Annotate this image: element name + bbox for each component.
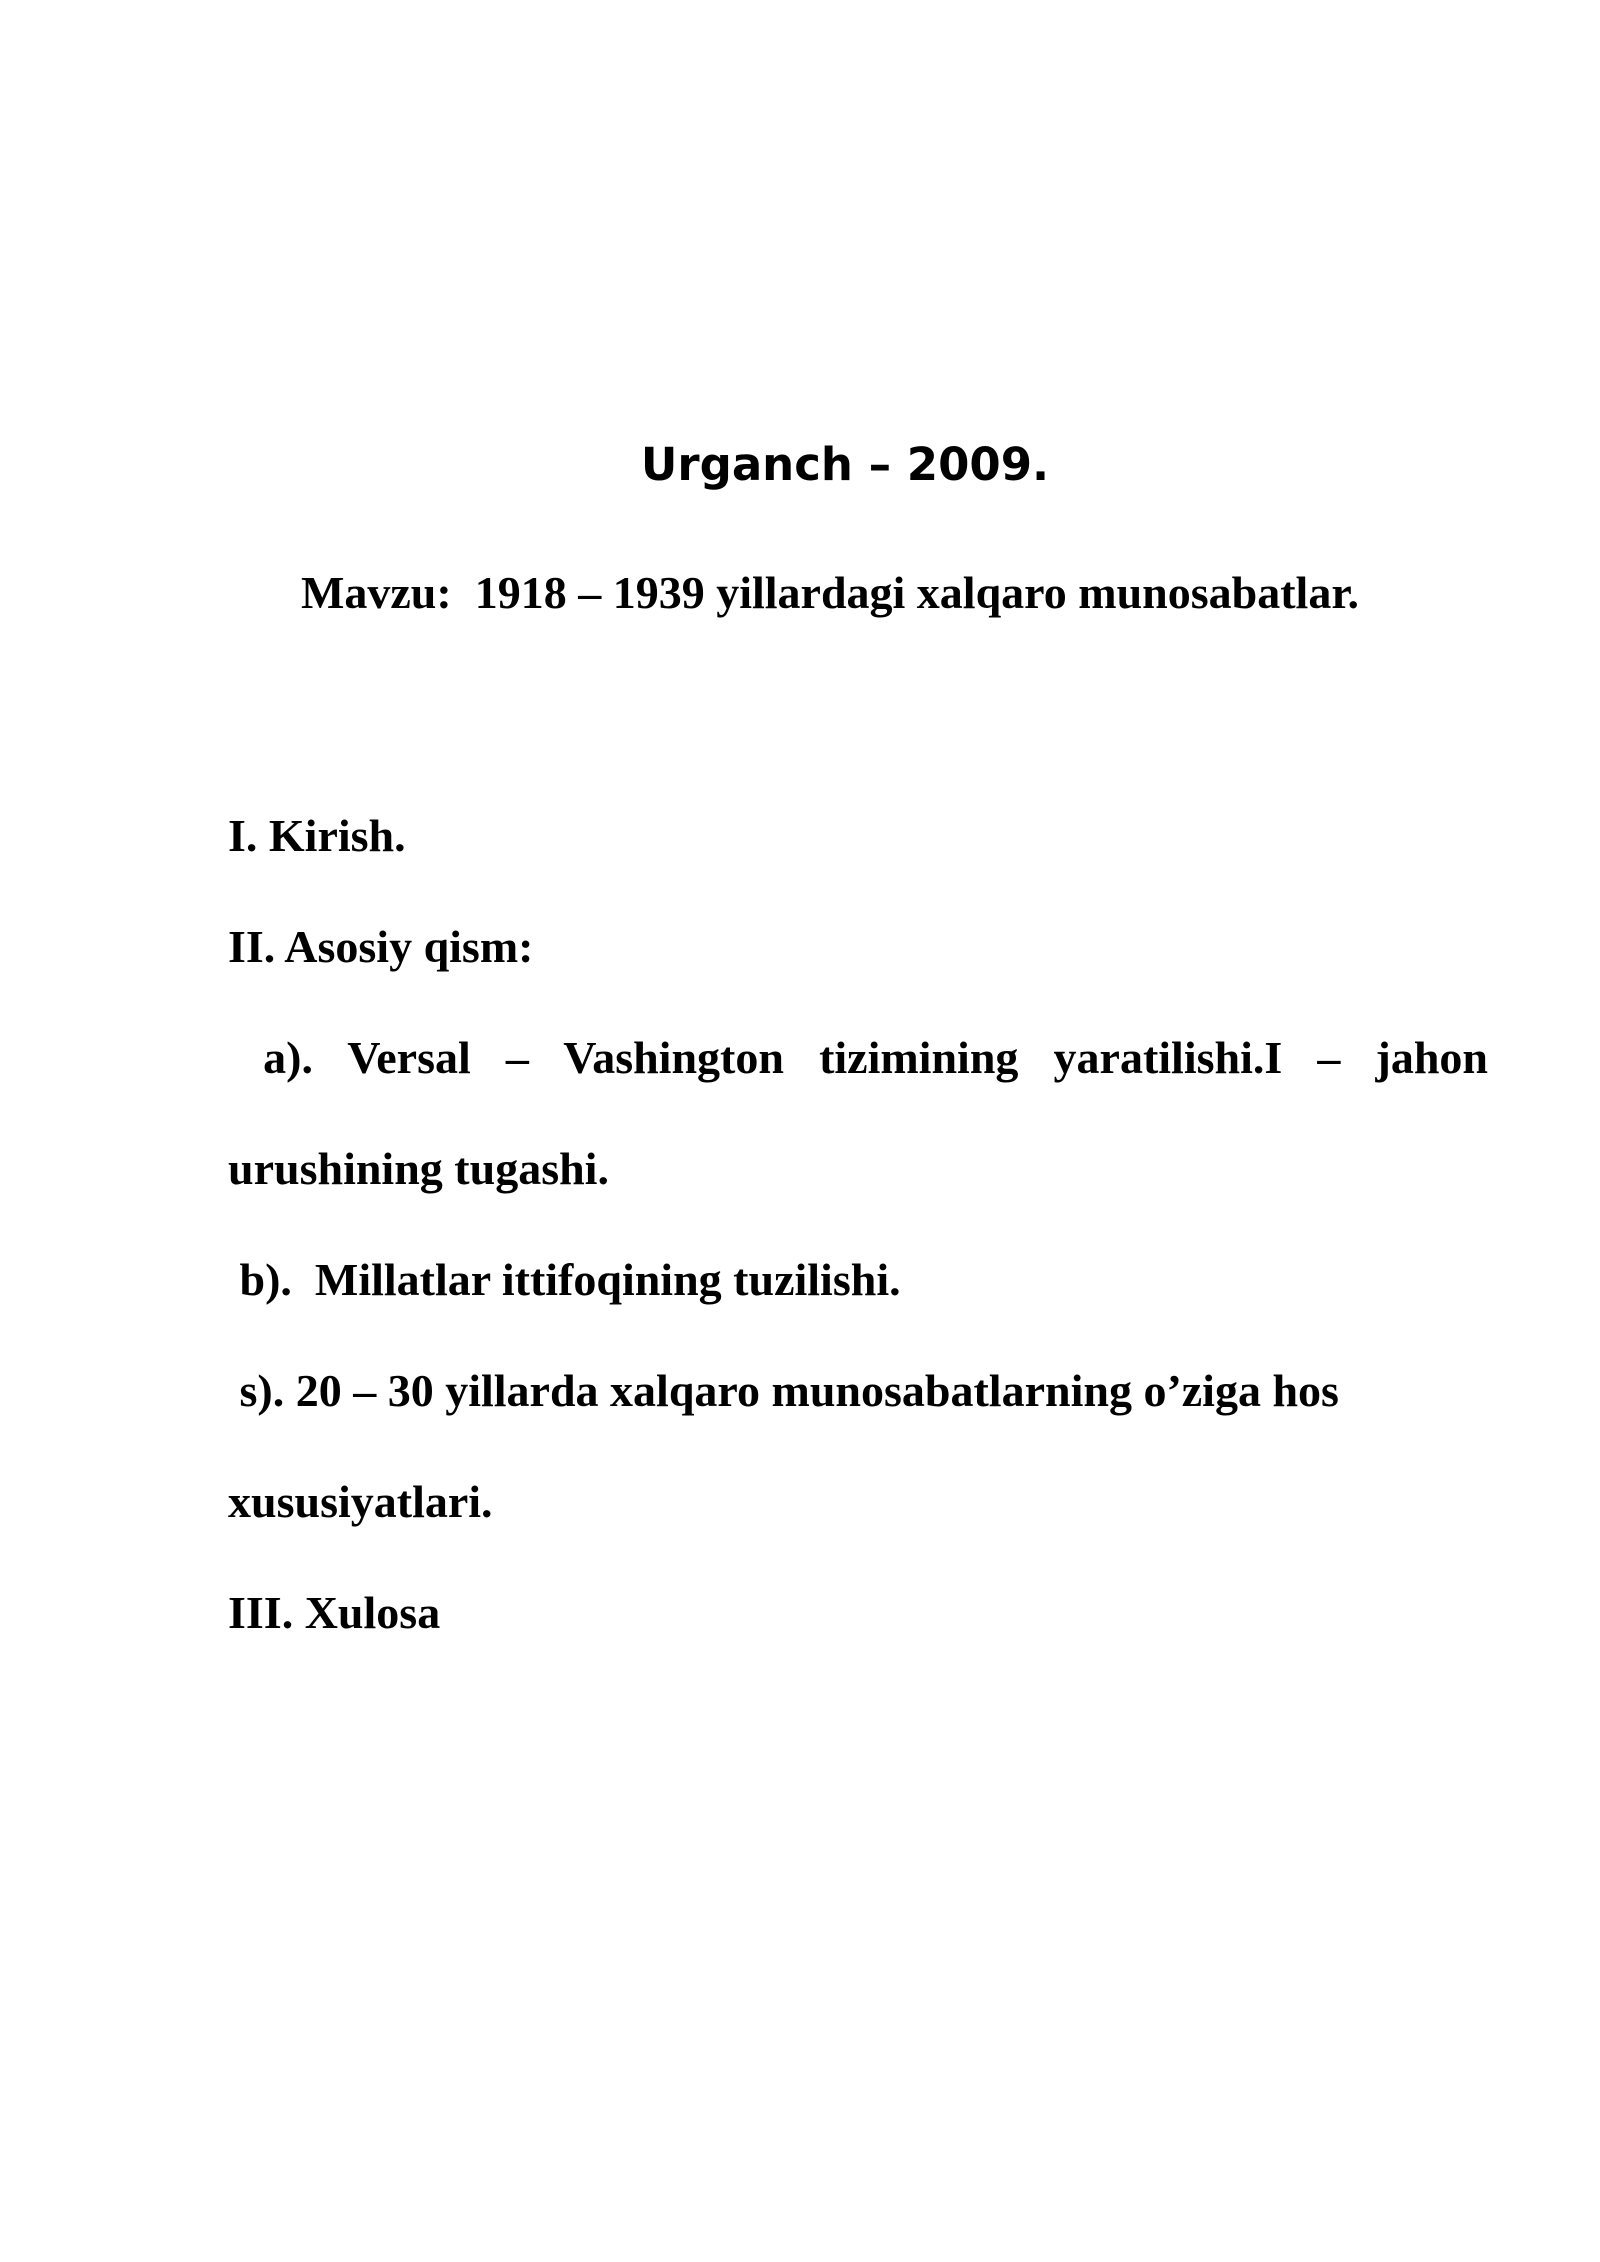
outline-subitem-a-line2: urushining tugashi. [228,1143,609,1194]
outline-item-conclusion: III. Xulosa [228,1587,441,1638]
outline-item-main-part: II. Asosiy qism: [228,921,534,972]
outline-list [228,780,1488,1668]
outline-subitem-a-line1: a). Versal – Vashington tizimining yaratilishi.I – jahon [228,1032,1489,1083]
outline-item-intro: I. Kirish. [228,810,406,861]
outline-subitem-c-line2: xususiyatlari. [228,1476,493,1527]
place-year-heading: Urganch – 2009. [640,438,1050,491]
outline-subitem-c-line1: s). 20 – 30 yillarda xalqaro munosabatlarning o’ziga hos [228,1365,1339,1416]
outline-subitem-b: b). Millatlar ittifoqining tuzilishi. [228,1254,901,1305]
topic-title: Mavzu: 1918 – 1939 yillardagi xalqaro munosabatlar. [300,567,1360,618]
